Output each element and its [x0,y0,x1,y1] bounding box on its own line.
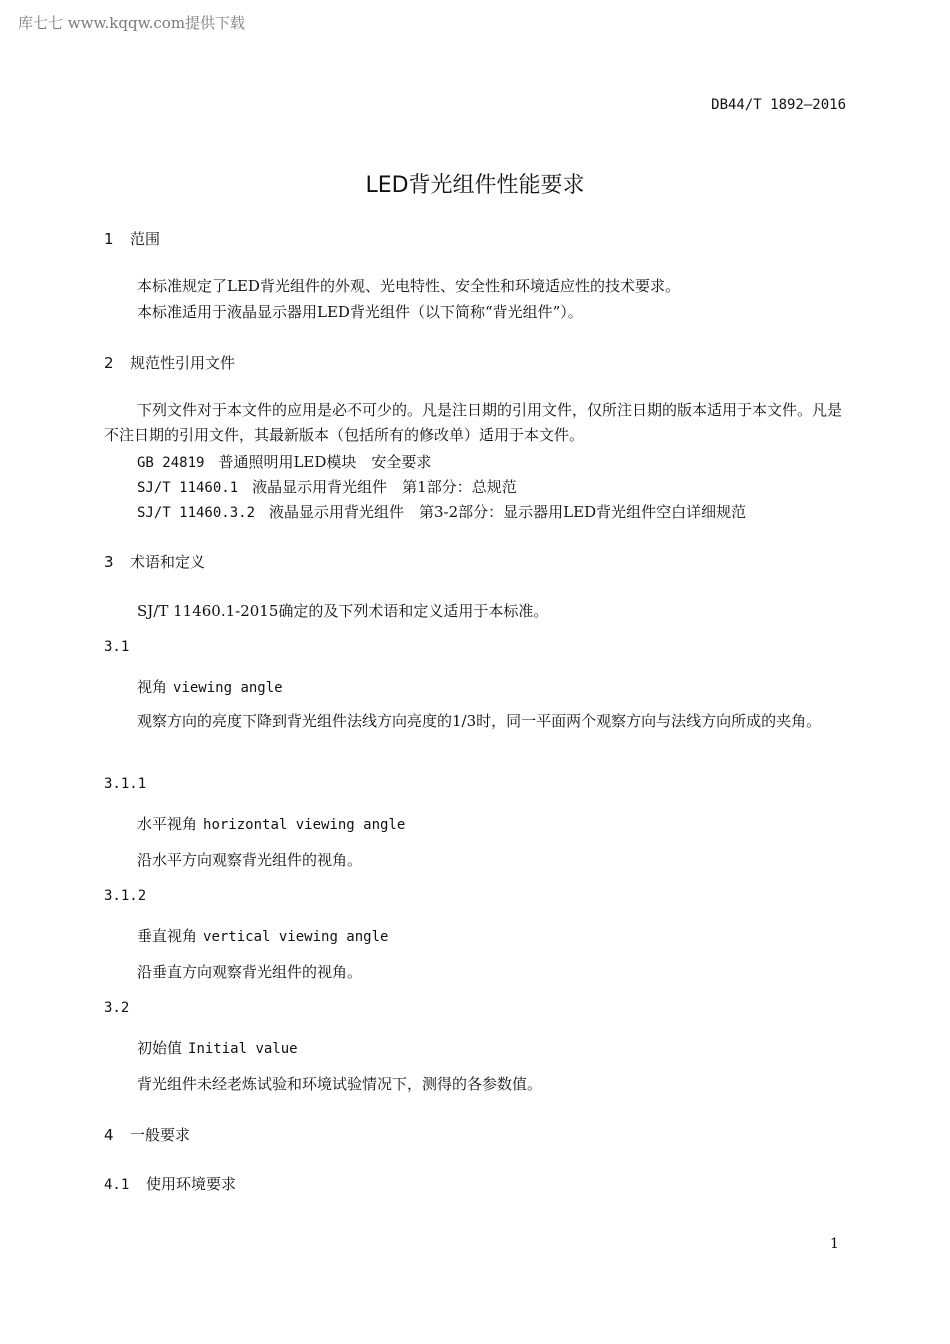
section-number: 4 [104,1126,114,1144]
reference-title: 普通照明用LED模块 安全要求 [218,453,432,471]
reference-code: SJ/T 11460.3.2 [137,505,256,521]
term-english: viewing angle [173,680,283,696]
scope-paragraph-2: 本标准适用于液晶显示器用LED背光组件（以下简称“背光组件”）。 [137,303,583,321]
page-title: LED背光组件性能要求 [365,173,585,198]
term-chinese: 初始值 [137,1039,183,1057]
term-number: 3.1.2 [104,888,147,904]
page-number: 1 [830,1236,839,1252]
section-number: 3 [104,553,114,571]
term-number: 3.1 [104,639,130,655]
section-title: 规范性引用文件 [130,354,236,372]
term-definition: 背光组件未经老炼试验和环境试验情况下，测得的各参数值。 [137,1075,543,1093]
term-heading [137,813,405,834]
reference-item [137,476,517,497]
reference-item [137,451,431,472]
term-heading [137,925,388,946]
reference-code: GB 24819 [137,455,205,471]
reference-item [137,501,746,522]
term-heading [137,1037,298,1058]
term-definition: 观察方向的亮度下降到背光组件法线方向亮度的1/3时，同一平面两个观察方向与法线方向所成的夹角。 [137,712,822,730]
term-chinese: 水平视角 [137,815,198,833]
section-4-heading [104,1124,190,1145]
normative-references-intro: 下列文件对于本文件的应用是必不可少的。凡是注日期的引用文件，仅所注日期的版本适用于本文件。凡是不注日期的引用文件，其最新版本（包括所有的修改单）适用于本文件。 [104,401,843,444]
term-number: 3.2 [104,1000,130,1016]
watermark: 库七七 www.kqqw.com提供下载 [18,14,246,32]
section-title: 术语和定义 [130,553,206,571]
term-heading [137,676,283,697]
section-2-heading [104,352,235,373]
reference-title: 液晶显示用背光组件 第1部分：总规范 [252,478,517,496]
section-1-heading [104,228,160,249]
section-number: 1 [104,230,114,248]
term-english: vertical viewing angle [203,929,389,945]
subsection-number: 4.1 [104,1177,130,1193]
reference-title: 液晶显示用背光组件 第3-2部分：显示器用LED背光组件空白详细规范 [269,503,747,521]
section-number: 2 [104,354,114,372]
term-english: horizontal viewing angle [203,817,406,833]
term-chinese: 视角 [137,678,168,696]
scope-paragraph-1: 本标准规定了LED背光组件的外观、光电特性、安全性和环境适应性的技术要求。 [137,277,680,295]
section-3-heading [104,551,205,572]
term-definition: 沿垂直方向观察背光组件的视角。 [137,963,363,981]
document-number: DB44/T 1892—2016 [711,97,846,113]
term-number: 3.1.1 [104,776,147,792]
term-chinese: 垂直视角 [137,927,198,945]
section-title: 一般要求 [130,1126,191,1144]
term-definition: 沿水平方向观察背光组件的视角。 [137,851,363,869]
terms-intro: SJ/T 11460.1-2015确定的及下列术语和定义适用于本标准。 [137,602,549,620]
subsection-title: 使用环境要求 [146,1175,237,1193]
term-english: Initial value [188,1041,298,1057]
reference-code: SJ/T 11460.1 [137,480,239,496]
section-title: 范围 [130,230,161,248]
subsection-4-1-heading [104,1173,236,1194]
